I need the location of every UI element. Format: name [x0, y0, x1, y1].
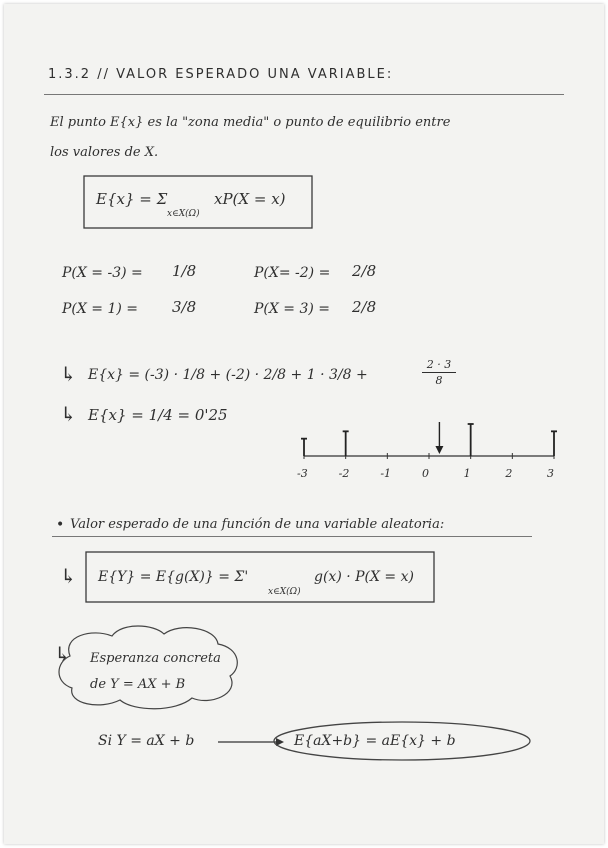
axis-tick-label: 1: [463, 467, 471, 480]
section-bullet: •: [56, 517, 65, 533]
number-line: [301, 422, 557, 459]
ink-drawings: [4, 4, 604, 844]
calc-arrow-2: ↳: [60, 402, 77, 426]
cloud-arrow: ↳: [54, 642, 71, 666]
formula2-subscript: x∈X(Ω): [268, 587, 301, 597]
section-heading: Valor esperado de una función de una variable aleatoria:: [70, 517, 445, 532]
title-underline: [44, 94, 564, 95]
prob-label-1: P(X = 1) =: [62, 301, 139, 317]
notebook-page: [4, 4, 604, 844]
formula2-lhs: E{Y} = E{g(X)} = Σ': [98, 569, 249, 585]
cloud-line-1: Esperanza concreta: [90, 651, 221, 666]
prob-value-minus3: 1/8: [172, 262, 197, 280]
axis-tick-label: -3: [297, 467, 308, 480]
formula2-arrow: ↳: [60, 564, 77, 588]
prob-value-1: 3/8: [172, 298, 197, 316]
calc-fraction-den: 8: [435, 374, 443, 387]
formula-term: xP(X = x): [214, 190, 286, 208]
intro-line-2: los valores de X.: [50, 145, 159, 160]
prob-value-3: 2/8: [352, 298, 377, 316]
cloud-line-2: de Y = AX + B: [90, 677, 186, 692]
axis-tick-label: -2: [338, 467, 350, 480]
final-right: E{aX+b} = aE{x} + b: [294, 733, 456, 749]
prob-label-3: P(X = 3) =: [254, 301, 331, 317]
prob-label-minus3: P(X = -3) =: [62, 265, 143, 281]
formula-lhs: E{x} = Σ: [96, 190, 168, 208]
calc-line-1: E{x} = (-3) · 1/8 + (-2) · 2/8 + 1 · 3/8 +: [88, 367, 368, 383]
section-underline: [52, 536, 532, 537]
calc-fraction: [422, 358, 456, 387]
final-left: Si Y = aX + b: [98, 733, 195, 749]
calc-fraction-num: 2 · 3: [426, 358, 452, 371]
axis-tick-label: 0: [422, 467, 429, 480]
calc-line-2: E{x} = 1/4 = 0'25: [88, 406, 228, 424]
prob-label-minus2: P(X= -2) =: [254, 265, 331, 281]
axis-tick-label: 3: [547, 467, 554, 480]
prob-value-minus2: 2/8: [352, 262, 377, 280]
axis-tick-label: 2: [505, 467, 513, 480]
formula2-term: g(x) · P(X = x): [314, 569, 414, 585]
cloud-outline: [59, 626, 237, 709]
mean-arrow-head: [435, 446, 443, 454]
intro-line-1: El punto E{x} es la "zona media" o punto de equilibrio entre: [50, 115, 451, 130]
page-title: 1.3.2 // VALOR ESPERADO UNA VARIABLE:: [48, 67, 394, 82]
calc-arrow-1: ↳: [60, 362, 77, 386]
axis-tick-label: -1: [380, 467, 392, 480]
formula-subscript: x∈X(Ω): [167, 209, 200, 219]
